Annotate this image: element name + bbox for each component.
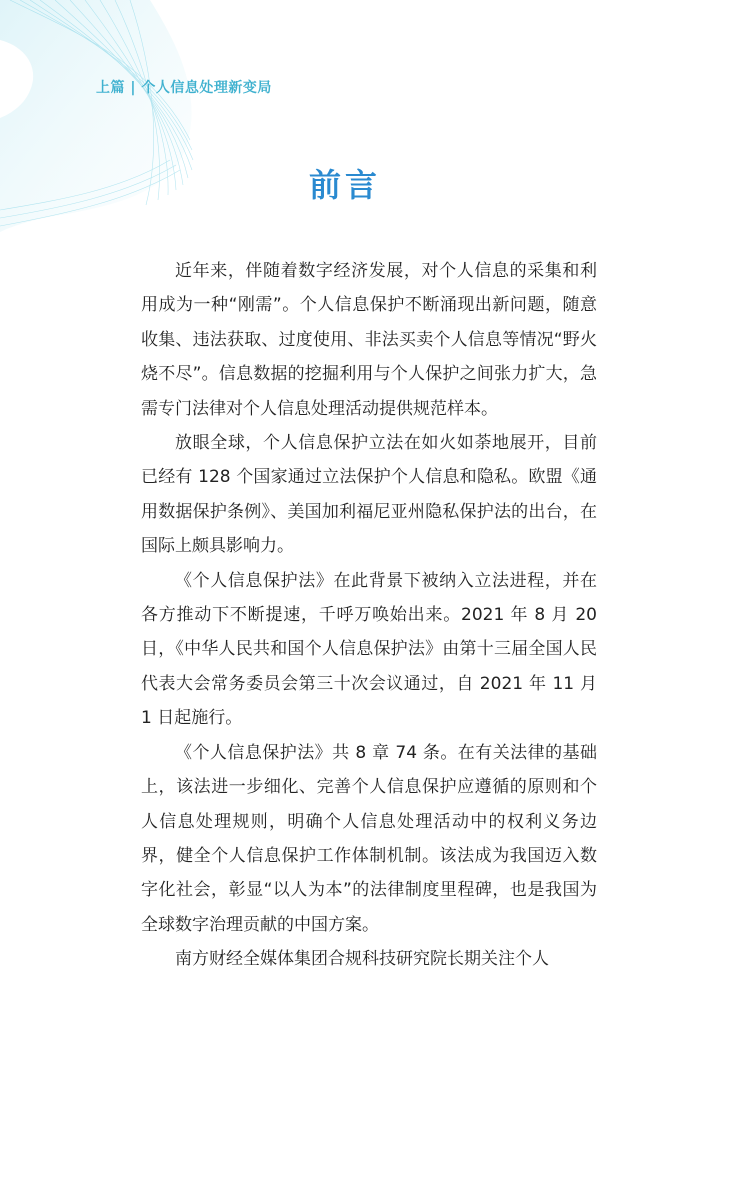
paragraph: 近年来，伴随着数字经济发展，对个人信息的采集和利用成为一种“刚需”。个人信息保护不断涌现出新问题，随意收集、违法获取、过度使用、非法买卖个人信息等情况“野火烧不尽”。信息数据的挖掘利用与个人保护之间张力扩大，急需专门法律对个人信息处理活动提供规范样本。	[141, 261, 597, 419]
section-header-label: 上篇 | 个人信息处理新变局	[96, 80, 272, 96]
paragraph: 《个人信息保护法》共 8 章 74 条。在有关法律的基础上，该法进一步细化、完善个人信息保护应遵循的原则和个人信息处理规则，明确个人信息处理活动中的权利义务边界，健全个人信息保护工作体制机制。该法成为我国迈入数字化社会，彰显“以人为本”的法律制度里程碑，也是我国为全球数字治理贡献的中国方案。	[141, 742, 597, 935]
body-text	[141, 254, 597, 977]
paragraph: 南方财经全媒体集团合规科技研究院长期关注个人	[175, 949, 549, 970]
paragraph: 《个人信息保护法》在此背景下被纳入立法进程，并在各方推动下不断提速，千呼万唤始出来。2021 年 8 月 20 日，《中华人民共和国个人信息保护法》由第十三届全国人民代表大会常务委员会第三十次会议通过，自 2021 年 11 月 1 日起施行。	[141, 570, 597, 729]
page-title: 前言	[308, 166, 381, 204]
paragraph: 放眼全球，个人信息保护立法在如火如荼地展开，目前已经有 128 个国家通过立法保护个人信息和隐私。欧盟《通用数据保护条例》、美国加利福尼亚州隐私保护法的出台，在国际上颇具影响力。	[141, 433, 597, 557]
